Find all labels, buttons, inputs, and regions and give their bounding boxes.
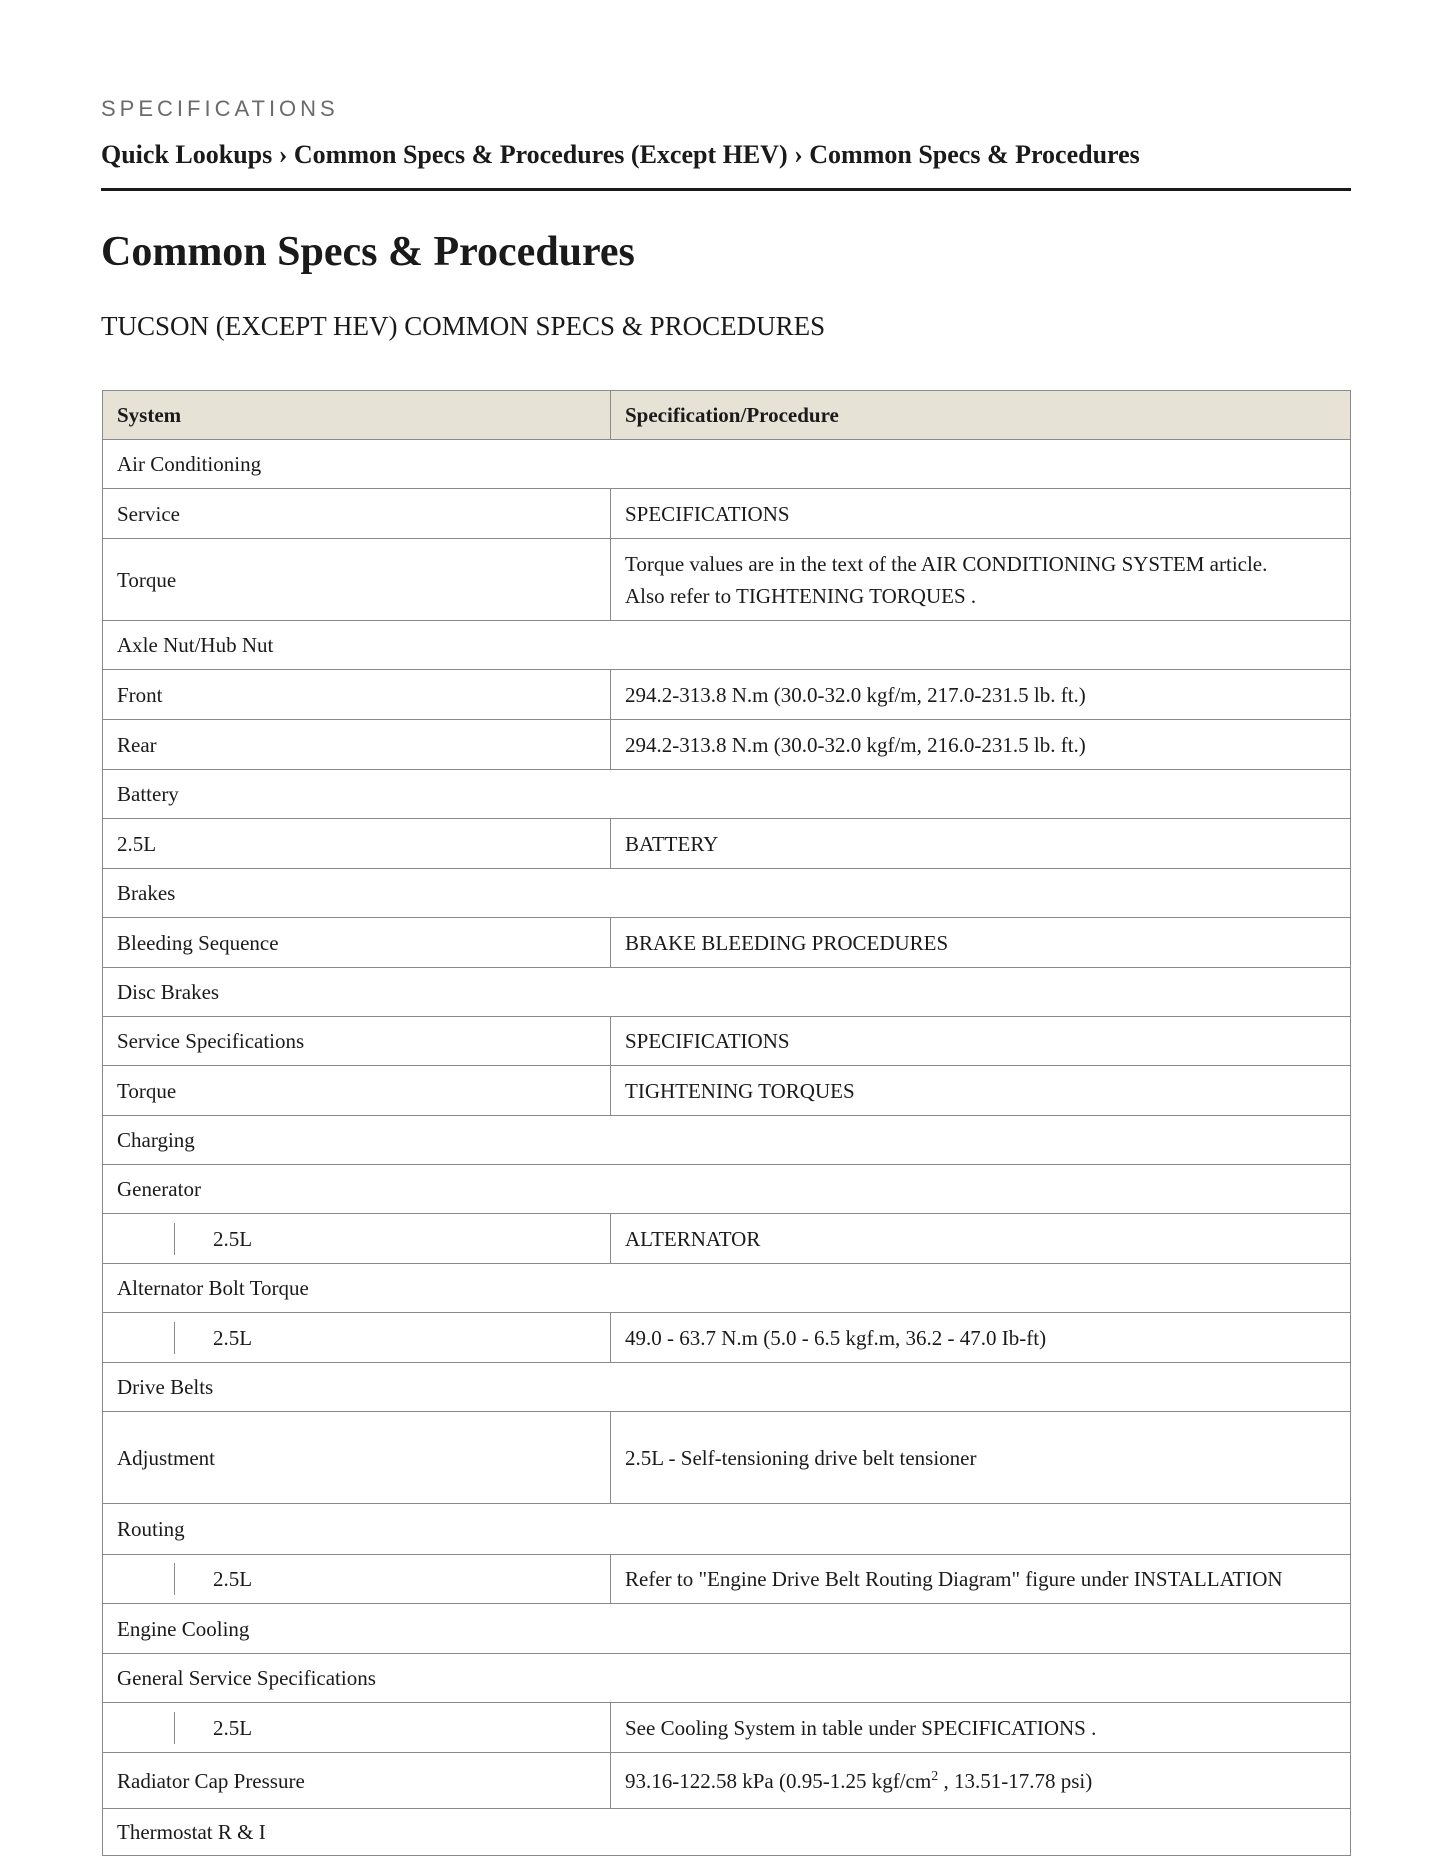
system-cell: Service Specifications <box>103 1017 611 1066</box>
system-cell <box>103 1214 611 1264</box>
group-cell: Battery <box>103 770 1351 819</box>
spec-cell: 2.5L - Self-tensioning drive belt tensioner <box>611 1412 1351 1504</box>
spec-cell: BATTERY <box>611 819 1351 869</box>
header-divider <box>101 188 1351 191</box>
table-row <box>103 489 1351 539</box>
system-cell: 2.5L <box>103 819 611 869</box>
system-cell: Rear <box>103 720 611 770</box>
system-cell: Torque <box>103 539 611 621</box>
table-row <box>103 1703 1351 1753</box>
subgroup-cell: General Service Specifications <box>103 1654 1351 1703</box>
spec-cell: 294.2-313.8 N.m (30.0-32.0 kgf/m, 216.0-231.5 lb. ft.) <box>611 720 1351 770</box>
subgroup-cell: Disc Brakes <box>103 968 1351 1017</box>
subgroup-cell: Generator <box>103 1165 1351 1214</box>
subgroup-cell: Alternator Bolt Torque <box>103 1264 1351 1313</box>
spec-text: , 13.51-17.78 psi) <box>938 1768 1093 1793</box>
spec-cell: BRAKE BLEEDING PROCEDURES <box>611 918 1351 968</box>
system-label: 2.5L <box>213 1325 253 1350</box>
system-label: 2.5L <box>213 1715 253 1740</box>
group-cell: Drive Belts <box>103 1363 1351 1412</box>
column-header-spec: Specification/Procedure <box>611 391 1351 440</box>
spec-cell: SPECIFICATIONS <box>611 489 1351 539</box>
table-row <box>103 770 1351 819</box>
specs-table <box>102 390 1351 1856</box>
page-subtitle: TUCSON (EXCEPT HEV) COMMON SPECS & PROCEDURES <box>101 311 826 341</box>
system-cell: Bleeding Sequence <box>103 918 611 968</box>
table-row <box>103 968 1351 1017</box>
superscript: 2 <box>931 1768 939 1784</box>
table-row <box>103 1412 1351 1504</box>
table-row <box>103 1504 1351 1555</box>
system-cell <box>103 1555 611 1604</box>
spec-line: Also refer to TIGHTENING TORQUES . <box>625 583 977 608</box>
table-row <box>103 1604 1351 1654</box>
column-header-system: System <box>103 391 611 440</box>
system-cell: Torque <box>103 1066 611 1116</box>
spec-cell: SPECIFICATIONS <box>611 1017 1351 1066</box>
subgroup-cell: Thermostat R & I <box>103 1809 1351 1856</box>
spec-cell <box>611 1753 1351 1809</box>
table-row <box>103 1116 1351 1165</box>
section-label: SPECIFICATIONS <box>101 96 339 121</box>
group-cell: Air Conditioning <box>103 440 1351 489</box>
table-row <box>103 869 1351 918</box>
group-cell: Brakes <box>103 869 1351 918</box>
table-row <box>103 1165 1351 1214</box>
spec-cell: 294.2-313.8 N.m (30.0-32.0 kgf/m, 217.0-231.5 lb. ft.) <box>611 670 1351 720</box>
table-header-row <box>103 391 1351 440</box>
spec-line: Torque values are in the text of the AIR CONDITIONING SYSTEM article. <box>625 551 1268 576</box>
spec-cell: TIGHTENING TORQUES <box>611 1066 1351 1116</box>
spec-cell: Refer to "Engine Drive Belt Routing Diagram" figure under INSTALLATION <box>611 1555 1351 1604</box>
table-row <box>103 1555 1351 1604</box>
table-row <box>103 1363 1351 1412</box>
group-cell: Axle Nut/Hub Nut <box>103 621 1351 670</box>
table-row <box>103 539 1351 621</box>
group-cell: Engine Cooling <box>103 1604 1351 1654</box>
table-row <box>103 1313 1351 1363</box>
spec-cell: ALTERNATOR <box>611 1214 1351 1264</box>
table-row <box>103 670 1351 720</box>
spec-text: 93.16-122.58 kPa (0.95-1.25 kgf/cm <box>625 1768 932 1793</box>
spec-cell: See Cooling System in table under SPECIFICATIONS . <box>611 1703 1351 1753</box>
table-row <box>103 621 1351 670</box>
system-label: 2.5L <box>213 1567 253 1591</box>
table-row <box>103 1264 1351 1313</box>
table-row <box>103 720 1351 770</box>
spec-cell <box>611 539 1351 621</box>
table-row <box>103 1753 1351 1809</box>
table-row <box>103 819 1351 869</box>
table-row <box>103 1066 1351 1116</box>
group-cell: Charging <box>103 1116 1351 1165</box>
system-cell <box>103 1703 611 1753</box>
system-cell: Front <box>103 670 611 720</box>
table-row <box>103 1809 1351 1856</box>
table-row <box>103 440 1351 489</box>
system-cell: Radiator Cap Pressure <box>103 1753 611 1809</box>
subgroup-cell: Routing <box>103 1504 1351 1555</box>
system-cell <box>103 1313 611 1363</box>
table-row <box>103 918 1351 968</box>
system-cell: Adjustment <box>103 1412 611 1504</box>
table-row <box>103 1214 1351 1264</box>
table-row <box>103 1017 1351 1066</box>
table-row <box>103 1654 1351 1703</box>
system-cell: Service <box>103 489 611 539</box>
spec-cell: 49.0 - 63.7 N.m (5.0 - 6.5 kgf.m, 36.2 - 47.0 Ib-ft) <box>611 1313 1351 1363</box>
system-label: 2.5L <box>213 1226 253 1251</box>
breadcrumb: Quick Lookups › Common Specs & Procedures (Except HEV) › Common Specs & Procedures <box>101 140 1140 169</box>
page-title: Common Specs & Procedures <box>101 229 635 275</box>
